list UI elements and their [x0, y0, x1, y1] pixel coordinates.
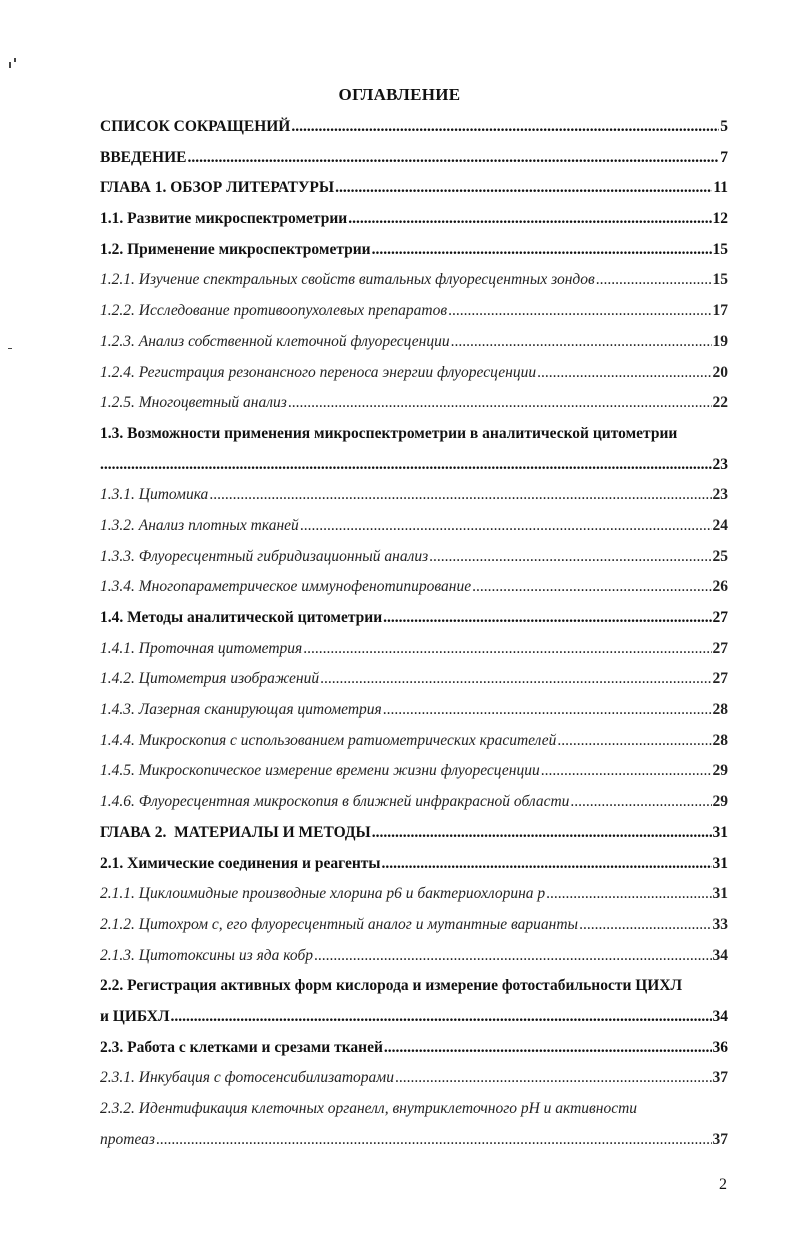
toc-entry-1-4-1[interactable]: 1.4.1. Проточная цитометрия ..... 27: [100, 634, 728, 665]
toc-entry-2-2-page[interactable]: и ЦИБХЛ ..... 34: [100, 1002, 728, 1033]
toc-entry-1-4-4[interactable]: 1.4.4. Микроскопия с использованием ратиометрических красителей ..... 28: [100, 726, 728, 757]
toc-entry-1-2-5[interactable]: 1.2.5. Многоцветный анализ ..... 22: [100, 388, 728, 419]
toc-entry-2-3[interactable]: 2.3. Работа с клетками и срезами тканей ..... 36: [100, 1033, 728, 1064]
toc-entry-1-3-2[interactable]: 1.3.2. Анализ плотных тканей ..... 24: [100, 511, 728, 542]
toc-entry-1-2-4[interactable]: 1.2.4. Регистрация резонансного переноса энергии флуоресценции ..... 20: [100, 358, 728, 389]
toc-entry-1-2-3[interactable]: 1.2.3. Анализ собственной клеточной флуоресценции ..... 19: [100, 327, 728, 358]
toc-entry-1-2-1[interactable]: 1.2.1. Изучение спектральных свойств витальных флуоресцентных зондов ..... 15: [100, 265, 728, 296]
scan-mark: [8, 348, 12, 349]
toc-entry-1-4-3[interactable]: 1.4.3. Лазерная сканирующая цитометрия ..... 28: [100, 695, 728, 726]
toc-entry-chapter-2[interactable]: ГЛАВА 2. МАТЕРИАЛЫ И МЕТОДЫ ..... 31: [100, 818, 728, 849]
toc-entry-1-3-page[interactable]: ..... 23: [100, 450, 728, 481]
toc-entry-1-3-1[interactable]: 1.3.1. Цитомика ..... 23: [100, 480, 728, 511]
toc-heading: ОГЛАВЛЕНИЕ: [338, 85, 461, 104]
toc-entry-2-1-2[interactable]: 2.1.2. Цитохром с, его флуоресцентный аналог и мутантные варианты ..... 33: [100, 910, 728, 941]
toc-entry-1-2[interactable]: 1.2. Применение микроспектрометрии ..... 15: [100, 235, 728, 266]
toc-entry-abbreviations[interactable]: СПИСОК СОКРАЩЕНИЙ ..... 5: [100, 112, 728, 143]
toc-entry-2-2-title[interactable]: 2.2. Регистрация активных форм кислорода и измерение фотостабильности ЦИХЛ: [100, 977, 683, 995]
toc-entry-introduction[interactable]: ВВЕДЕНИЕ ..... 7: [100, 143, 728, 174]
table-of-contents: [100, 112, 728, 1155]
toc-entry-1-1[interactable]: 1.1. Развитие микроспектрометрии ..... 12: [100, 204, 728, 235]
toc-entry-1-4-2[interactable]: 1.4.2. Цитометрия изображений ..... 27: [100, 664, 728, 695]
toc-entry-2-3-2-page[interactable]: протеаз ..... 37: [100, 1125, 728, 1156]
toc-entry-chapter-1[interactable]: ГЛАВА 1. ОБЗОР ЛИТЕРАТУРЫ ..... 11: [100, 173, 728, 204]
toc-entry-1-3-3[interactable]: 1.3.3. Флуоресцентный гибридизационный анализ ..... 25: [100, 542, 728, 573]
toc-entry-2-1-3[interactable]: 2.1.3. Цитотоксины из яда кобр ..... 34: [100, 941, 728, 972]
toc-entry-2-3-1[interactable]: 2.3.1. Инкубация с фотосенсибилизаторами ..... 37: [100, 1063, 728, 1094]
toc-entry-1-4-6[interactable]: 1.4.6. Флуоресцентная микроскопия в ближней инфракрасной области ..... 29: [100, 787, 728, 818]
toc-entry-1-3-title[interactable]: 1.3. Возможности применения микроспектрометрии в аналитической цитометрии: [100, 424, 678, 442]
page-number: 2: [719, 1176, 727, 1193]
toc-entry-1-3-4[interactable]: 1.3.4. Многопараметрическое иммунофенотипирование ..... 26: [100, 572, 728, 603]
scan-mark: [9, 62, 11, 68]
toc-entry-2-1[interactable]: 2.1. Химические соединения и реагенты ..... 31: [100, 849, 728, 880]
toc-entry-2-1-1[interactable]: 2.1.1. Циклоимидные производные хлорина p6 и бактериохлорина p ..... 31: [100, 879, 728, 910]
toc-entry-2-3-2-title[interactable]: 2.3.2. Идентификация клеточных органелл, внутриклеточного pH и активности: [100, 1100, 638, 1117]
toc-entry-1-2-2[interactable]: 1.2.2. Исследование противоопухолевых препаратов ..... 17: [100, 296, 728, 327]
toc-entry-1-4[interactable]: 1.4. Методы аналитической цитометрии ..... 27: [100, 603, 728, 634]
toc-entry-1-4-5[interactable]: 1.4.5. Микроскопическое измерение времени жизни флуоресценции ..... 29: [100, 756, 728, 787]
scan-mark: [14, 58, 16, 62]
